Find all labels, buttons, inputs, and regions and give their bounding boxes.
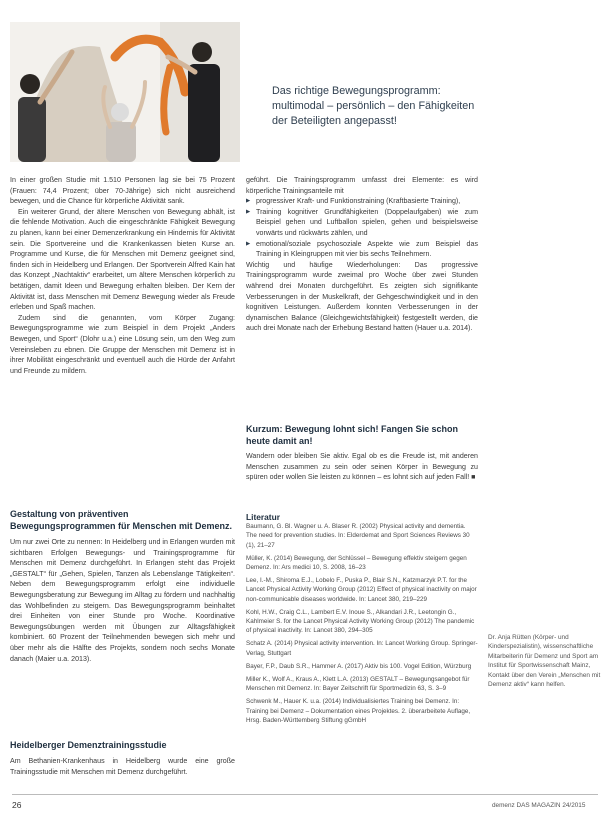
author-caption: Dr. Anja Rütten (Körper- und Kinderspezialistin), wissenschaftliche Mitarbeiterin für Demenz und Sport am Institut für Sportwissenschaft Mainz, Kontakt über den Verein „Menschen mit Demenz aktiv“ kann helfen. bbox=[488, 634, 601, 689]
list-item: ▶ emotional/soziale psychosoziale Aspekte wie zum Beispiel das Training in Kleingruppen mit vier bis sechs Teilnehmern. bbox=[256, 239, 478, 260]
left-column-end bbox=[10, 756, 235, 777]
reference-item: Müller, K. (2014) Bewegung, der Schlüssel – Bewegung effektiv steigern gegen Demenz. In: Ars medici 10, S. 2008, 16–23 bbox=[246, 554, 467, 572]
literature-section bbox=[246, 513, 478, 729]
footer-divider bbox=[12, 794, 598, 795]
section-heading-heidelberg: Heidelberger Demenztrainingsstudie bbox=[10, 740, 167, 750]
paragraph: Um nur zwei Orte zu nennen: In Heidelberg und in Erlangen wurden mit sichtbaren Erfolgen Bewegungs- und Trainingsprogramme für Menschen mit Demenz durchgeführt. In Erlangen steht das Projekt „GESTALT“ für „Gehen, Spielen, Tanzen als Lebenslange Tätigkeiten“. Neben dem Bewegungsprogramm erfolgt eine individuelle Bewegungsberatung zur Bewegung im Alltag zu fördern und nachhaltig das Wohlbefinden zu steigern. Das Bewegungsprogramm beinhaltet drei Einheiten von einer Stunde pro Woche. Koordinative Bewegungsübungen werden mit Übungen zur Alltagsfähigkeit kombiniert. 60 Prozent der Teilnehmenden bewegen sich mehr und über mehr als die Hälfte des Projekts, sondern noch sechs Monate danach (Maier u.a. 2013). bbox=[10, 538, 235, 663]
reference-item: Baumann, G. Bl. Wagner u. A. Blaser R. (2002) Physical activity and dementia. The need for prevention studies. In: Elderdemat and Sport Sciences Reviews 30 (1), 21–27 bbox=[246, 523, 470, 549]
magazine-title: demenz DAS MAGAZIN 24/2015 bbox=[492, 802, 586, 809]
reference-item: Schwenk M., Hauer K. u.a. (2014) Individualisiertes Training bei Demenz. In: Training bei Demenz – Dokumentation eines Projektes. 2. überarbeitete Auflage, Hrsg. Baden-Württemberg Stiftung gGmbH bbox=[246, 698, 471, 724]
paragraph: geführt. Die Trainingsprogramm umfasst drei Elemente: es wird körperliche Trainingsanteile mit bbox=[246, 176, 478, 195]
paragraph: Zudem sind die genannten, vom Körper Zugang: Bewegungsprogramme wie zum Beispiel in dem Projekt „Anders Bewegen, und Sport“ (Dlohr u.a.) eine Lösung sein, um den Weg zum Vereinsleben zu ebnen. Die Gruppe der Menschen mit Demenz ist in ihrer Mobilität eingeschränkt und eventuell auch die Hürde der Anfahrt und Freunde zu mildern. bbox=[10, 313, 235, 375]
section-heading-kurzum: Kurzum: Bewegung lohnt sich! Fangen Sie schon heute damit an! bbox=[246, 424, 459, 446]
paragraph: Am Bethanien-Krankenhaus in Heidelberg wurde eine große Trainingsstudie mit Menschen mit Demenz durchgeführt. bbox=[10, 757, 235, 776]
section-heading-praevention: Gestaltung von präventiven Bewegungsprogrammen für Menschen mit Demenz. bbox=[10, 509, 233, 531]
reference-item: Lee, I.-M., Shiroma E.J., Lobelo F., Puska P., Blair S.N., Katzmarzyk P.T. for the Lancet Physical Activity Working Group (2012) Effect of physical inactivity on major non-communicable diseases worldwide. In: Lancet 380, 219–229 bbox=[246, 577, 477, 603]
bullet-list bbox=[246, 196, 478, 260]
paragraph: Ein weiterer Grund, der ältere Menschen von Bewegung abhält, ist die fehlende Motivation. Auch die eingeschränkte Fähigkeit Bewegung zu planen, kann bei einer Demenzerkrankung ein Hindernis für Aktivität sein. Die Sportvereine und die Krankenkassen bieten Kurse an. Programme und Kurse, die für Menschen mit Demenz geeignet sind, finden sich in Heidelberg und Erlangen. Der Sportverein Alfred Kain hat das Konzept „Nachtaktiv“ erarbeitet, um ältere Menschen körperlich zu betätigen, damit Ideen und Bewegung erhalten bleiben. Der Kern der Aktivität ist, dass Menschen mit Demenz Bewegung wieder als Freude erleben und Spaß machen. bbox=[10, 207, 235, 312]
reference-item: Kohl, H.W., Craig C.L., Lambert E.V. Inoue S., Alkandari J.R., Leetongin G., Kahlmeier S. for the Lancet Physical Activity Working Group (2012) The pandemic of physical inactivity. In: Lancet 380, 294–305 bbox=[246, 608, 475, 635]
reference-item: Schatz A. (2014) Physical activity intervention. In: Lancet Working Group. Springer-Verlag, Stuttgart bbox=[246, 640, 478, 657]
reference-item: Bayer, F.P., Daub S.R., Hammer A. (2017) Aktiv bis 100. Vogel Edition, Würzburg bbox=[246, 662, 472, 670]
page-number: 26 bbox=[12, 800, 22, 810]
list-item: ▶ Training kognitiver Grundfähigkeiten (Doppelaufgaben) wie zum Beispiel gehen und Luftballon spielen, gehen und beispielsweise vorwärts und rückwärts zählen, und bbox=[256, 207, 478, 239]
people-exercising-illustration bbox=[10, 22, 240, 162]
paragraph: Wandern oder bleiben Sie aktiv. Egal ob es die Freude ist, mit anderen Menschen zusammen zu sein oder seinen Körper in Bewegung zu spüren oder wollen Sie leisten zu können – es lohnt sich auf jeden Fall! ■ bbox=[246, 452, 478, 482]
list-item: ▶ progressiver Kraft- und Funktionstraining (Kraftbasierte Training), bbox=[256, 196, 478, 207]
right-column-conclusion bbox=[246, 451, 478, 483]
pull-quote: Das richtige Bewegungsprogramm: multimodal – persönlich – den Fähigkeiten der Beteiligten angepasst! bbox=[272, 85, 475, 127]
header-photo bbox=[10, 22, 240, 162]
right-column bbox=[246, 175, 478, 334]
reference-item: Miller K., Wolf A., Kraus A., Klett L.A. (2013) GESTALT – Bewegungsangebot für Menschen mit Demenz. In: Bayer Zeitschrift für Sportmedizin 63, S. 3–9 bbox=[246, 676, 470, 693]
left-column bbox=[10, 175, 235, 376]
paragraph: Wichtig und häufige Wiederholungen: Das progressive Trainingsprogramm wurde zweimal pro Woche über zwei Stunden während drei Monaten durchgeführt. Es zeigten sich signifikante Verbesserungen in der Muskelkraft, der Gehgeschwindigkeit und in den kognitiven Leistungen. Außerdem konnten Verbesserungen in der dynamischen Balance (Gleichgewichtsfähigkeit) festgestellt werden, die auch drei Monate nach der Erhebung Bestand hatten (Hauer u.a. 2014). bbox=[246, 260, 478, 333]
paragraph: In einer großen Studie mit 1.510 Personen lag sie bei 75 Prozent (Frauen: 74,4 Prozent; über 70-Jährige) sich nicht ausreichend bewegen, und die Chance für körperliche Aktivität sank. bbox=[10, 176, 235, 206]
left-column-section bbox=[10, 537, 235, 664]
literature-heading: Literatur bbox=[246, 512, 280, 522]
